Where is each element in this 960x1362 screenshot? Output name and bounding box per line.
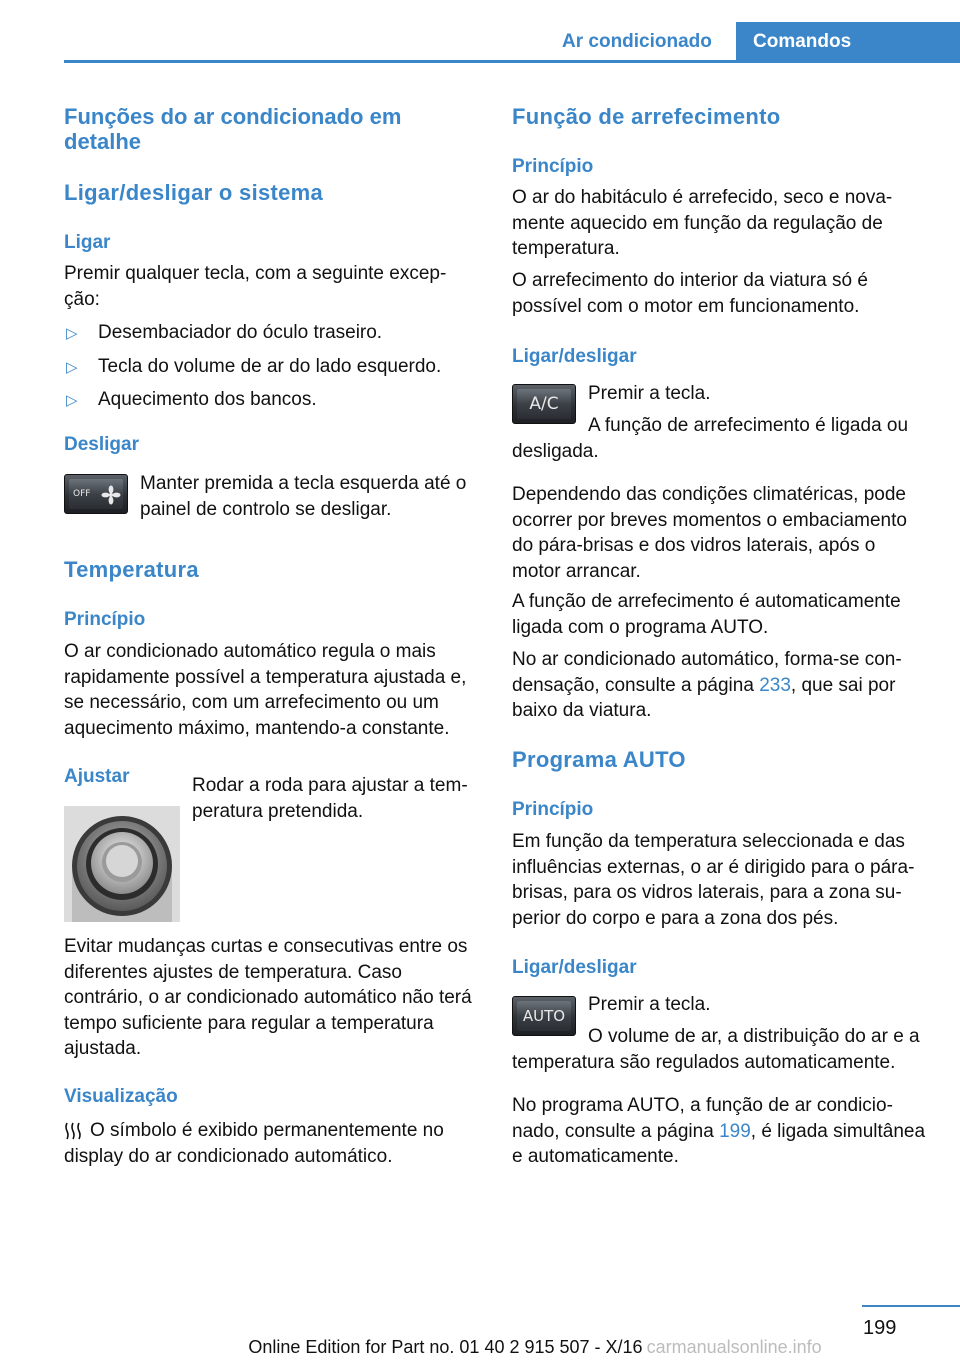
heading-programa-auto: Programa AUTO [512, 747, 686, 772]
paragraph-principio-temp: O ar condicionado automático regula o mais rapidamente possível a temperatura ajustada e, se necessário, com um arrefecimento ou um aquecimento máximo, mantendo-a constante. [64, 641, 467, 739]
triangle-bullet-icon: ▷ [66, 325, 78, 342]
off-fan-key-image [64, 474, 128, 514]
paragraph-ac-funcao: A função de arrefecimento é ligada ou desligada. [512, 415, 909, 462]
heading-ajustar: Ajustar [64, 766, 130, 787]
paragraph-arref-5: No ar condicionado automático, forma-se condensação, consulte a página 233, que sai por baixo da viatura. [512, 649, 902, 721]
fan-icon [101, 485, 121, 505]
header-rule [64, 60, 960, 63]
list-item: ▷ Desembaciador do óculo traseiro. [64, 320, 480, 346]
page-number: 199 [863, 1317, 897, 1339]
heading-temperatura: Temperatura [64, 557, 199, 582]
paragraph-arref-3: Dependendo das condições climatéricas, pode ocorrer por breves momentos o embaciamento do pára-brisas e dos vidros laterais, após o motor arrancar. [512, 484, 907, 582]
paragraph-premir-auto: Premir a tecla. [588, 994, 711, 1015]
footer-edition: Online Edition for Part no. 01 40 2 915 507 - X/16 carmanualsonline.info [248, 1337, 822, 1357]
heading-desligar: Desligar [64, 434, 139, 455]
heading-ligar-desligar-sistema: Ligar/desligar o sistema [64, 180, 324, 205]
off-key-label: OFF [73, 489, 91, 499]
auto-key-label: AUTO [522, 1007, 566, 1025]
list-item: ▷ Aquecimento dos bancos. [64, 387, 480, 413]
paragraph-desligar: Manter premida a tecla esquerda até o painel de controlo se desligar. [140, 473, 467, 520]
paragraph-auto-funcao: O volume de ar, a distribuição do ar e a temperatura são regulados automaticamente. [512, 1026, 920, 1073]
footer-watermark: carmanualsonline.info [646, 1337, 822, 1357]
triangle-bullet-icon: ▷ [66, 358, 78, 376]
paragraph-premir-ac: Premir a tecla. [588, 383, 711, 404]
heading-visualizacao: Visualização [64, 1086, 178, 1107]
paragraph-auto-2: No programa AUTO, a função de ar condicionado, consulte a página 199, é ligada simultânea e automaticamente. [512, 1095, 926, 1167]
heading-funcao-arrefecimento: Função de arrefecimento [512, 104, 781, 129]
paragraph-auto-principio: Em função da temperatura seleccionada e das influências externas, o ar é dirigido para o pára-brisas, para os vidros laterais, para a zona superior do corpo e para a zona dos pés. [512, 831, 915, 929]
paragraph-arref-2: O arrefecimento do interior da viatura só é possível com o motor em funcionamento. [512, 270, 868, 317]
paragraph-arref-4: A função de arrefecimento é automaticamente ligada com o programa AUTO. [512, 591, 901, 638]
heading-principio-temp: Princípio [64, 609, 146, 630]
rotary-dial-icon [64, 806, 180, 922]
heading-principio-arref: Princípio [512, 156, 594, 177]
page-link-199[interactable]: 199 [719, 1120, 751, 1142]
footer-rule [862, 1305, 960, 1307]
heading-ligar-desligar-ac: Ligar/desligar [512, 346, 637, 367]
bullet-list [64, 320, 480, 421]
header-tab [736, 22, 960, 63]
ac-key-label: A/C [529, 394, 559, 414]
heading-ligar: Ligar [64, 232, 111, 253]
paragraph-ajustar: Rodar a roda para ajustar a temperatura pretendida. [192, 775, 468, 822]
header-tab-label: Comandos [753, 31, 852, 52]
heading-principio-auto: Princípio [512, 799, 594, 820]
temperature-dial-image [64, 806, 180, 922]
triangle-bullet-icon: ▷ [66, 392, 78, 409]
paragraph-ligar: Premir qualquer tecla, com a seguinte excepção: [64, 263, 447, 310]
left-title: Funções do ar condicionado em detalhe [64, 104, 402, 154]
page-link-233[interactable]: 233 [759, 674, 791, 696]
paragraph-visualizacao: O símbolo é exibido permanentemente no display do ar condicionado automático. [64, 1120, 444, 1167]
paragraph-evitar: Evitar mudanças curtas e consecutivas entre os diferentes ajustes de temperatura. Caso contrário, o ar condicionado automático não terá tempo suficiente para regular a temperatura ajustada. [64, 936, 472, 1059]
paragraph-arref-1: O ar do habitáculo é arrefecido, seco e novamente aquecido em função da regulação de temperatura. [512, 187, 893, 259]
list-item: ▷ Tecla do volume de ar do lado esquerdo. [64, 354, 480, 380]
header-section-title: Ar condicionado [562, 31, 712, 52]
heading-ligar-desligar-auto: Ligar/desligar [512, 957, 637, 978]
